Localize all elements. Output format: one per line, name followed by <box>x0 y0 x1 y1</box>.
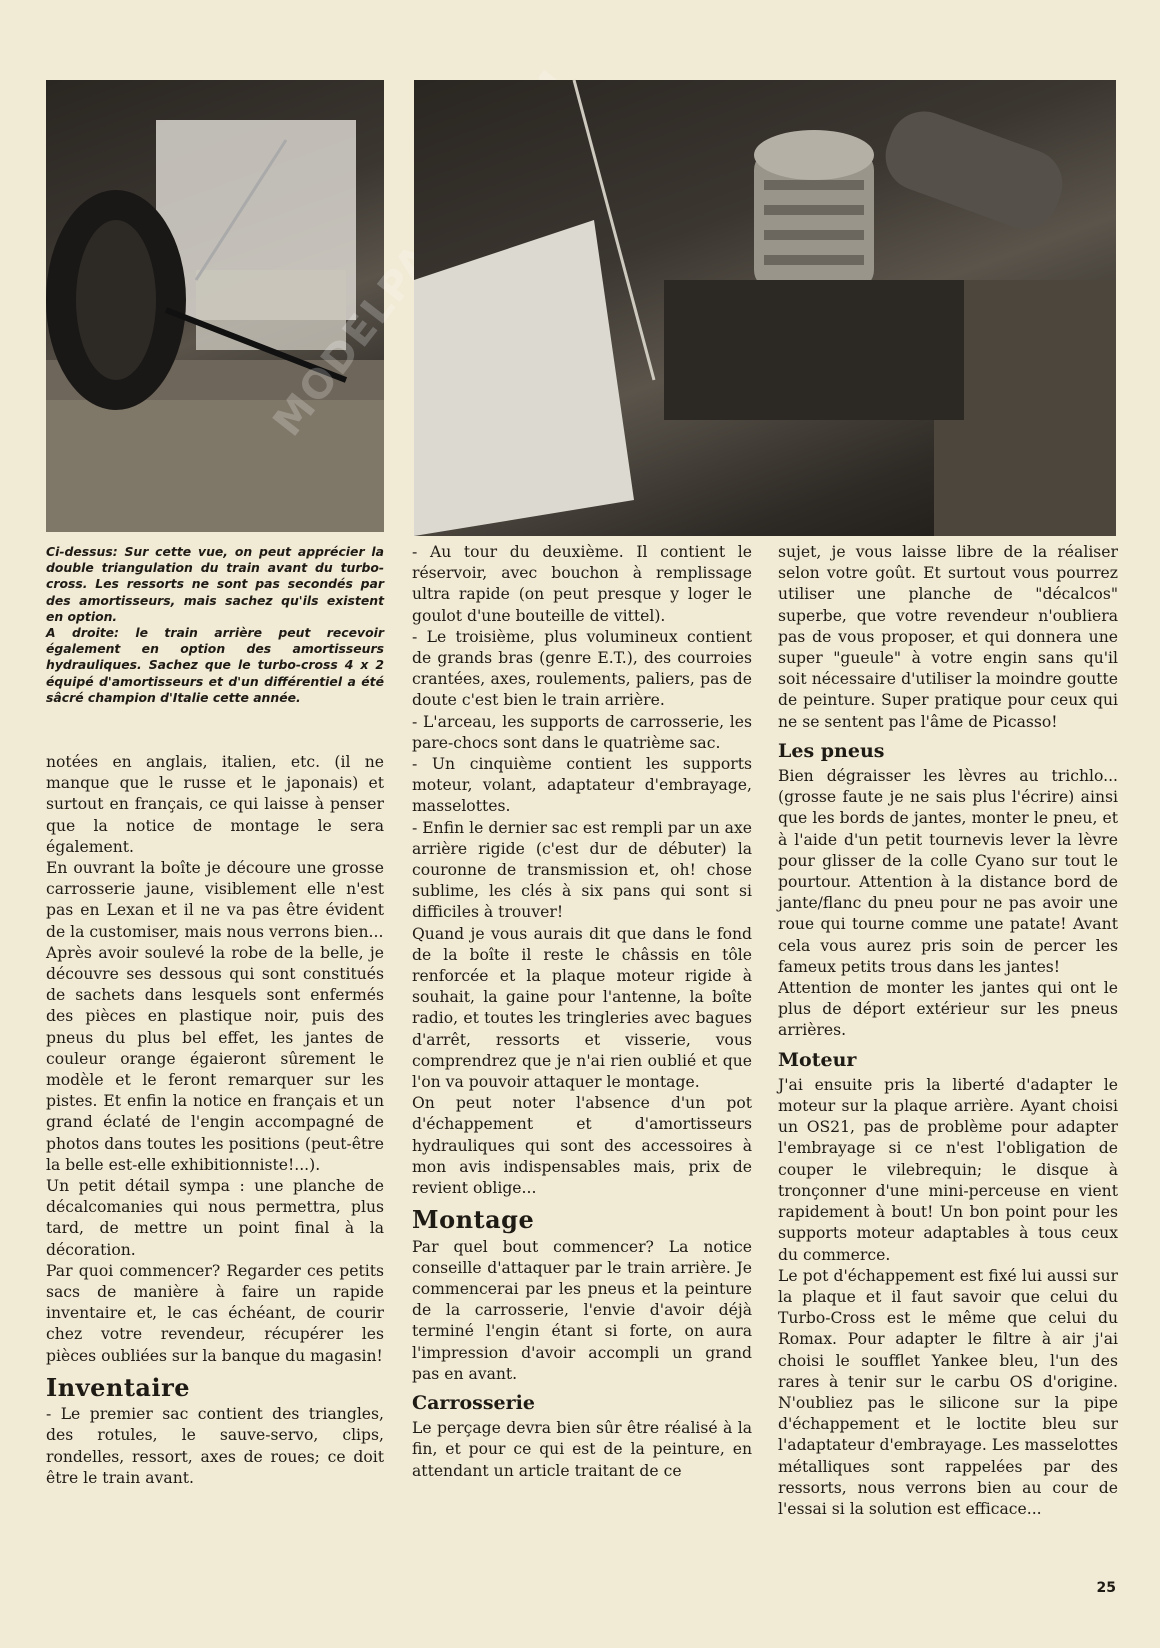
paragraph: sujet, je vous laisse libre de la réaliser selon votre goût. Et surtout vous pourrez utiliser une planche de "décalcos" superbe, que votre revendeur n'oubliera pas de vous proposer, et qui donnera une super "gueule" à votre engin sans qu'il soit nécessaire d'utiliser la moindre goutte de peinture. Super pratique pour ceux qui ne se sentent pas l'âme de Picasso! <box>778 543 1118 731</box>
paragraph: Après avoir soulevé la robe de la belle, je découvre ses dessous qui sont constitués de sachets dans lesquels sont enfermés des pièces en plastique noir, puis des pneus du plus bel effet, les jantes de couleur orange égaieront sûrement le modèle et le feront remarquer sur les pistes. Et enfin la notice en français et un grand éclaté de l'engin accompagné de photos dans toutes les positions (peut-être la belle est-elle exhibitionniste!...). <box>46 943 384 1174</box>
paragraph: - L'arceau, les supports de carrosserie, les pare-chocs sont dans le quatrième sac. <box>412 712 752 752</box>
paragraph: Bien dégraisser les lèvres au trichlo... (grosse faute je ne sais plus l'écrire) ainsi que les bords de jantes, monter le pneu, et à l'aide d'un petit tournevis lever la lèvre pour glisser de la colle Cyano sur tout le pourtour. Attention à la distance bord de jante/flanc du pneu pour ne pas avoir une roue qui tourne comme une patate! Avant cela vous aurez pris soin de percer les fameux petits trous dans les jantes! <box>778 767 1118 976</box>
heading-montage: Montage <box>412 1205 535 1235</box>
photo-front-suspension-art <box>46 80 384 532</box>
paragraph: - Enfin le dernier sac est rempli par un axe arrière rigide (c'est dur de débuter) la couronne de transmission et, oh! chose sublime, les clés à six pans qui sont si difficiles à trouver! <box>412 818 752 922</box>
paragraph: On peut noter l'absence d'un pot d'échappement et d'amortisseurs hydrauliques qui sont des accessoires à mon avis indispensables mais, prix de revient oblige... <box>412 1094 752 1198</box>
paragraph: Quand je vous aurais dit que dans le fond de la boîte il reste le châssis en tôle renforcée et la plaque moteur rigide à souhait, la gaine pour l'antenne, la boîte radio, et toutes les tringleries avec bagues d'arrêt, ressorts et visserie, vous comprendrez que je n'ai rien oublié et que l'on va pouvoir attaquer le montage. <box>412 924 752 1092</box>
paragraph: - Au tour du deuxième. Il contient le réservoir, avec bouchon à remplissage ultra rapide (on peut presque y loger le goulot d'une bouteille de vittel). <box>412 543 752 625</box>
paragraph: Par quel bout commencer? La notice conseille d'attaquer par le train arrière. Je commencerai par les pneus et la peinture de la carrosserie, l'envie d'avoir déjà terminé l'engin étant si forte, on aura l'impression d'avoir accompli un grand pas en avant. <box>412 1237 752 1383</box>
paragraph: - Le troisième, plus volumineux contient de grands bras (genre E.T.), des courroies crantées, axes, roulements, paliers, pas de doute c'est bien le train arrière. <box>412 627 752 710</box>
photo-rear-engine <box>414 80 1116 536</box>
caption-right: A droite: le train arrière peut recevoir également en option des amortisseurs hydrauliques. Sachez que le turbo-cross 4 x 2 équipé d'amortisseurs et d'un différentiel a été sâcré champion d'Italie cette année. <box>46 625 384 705</box>
paragraph: En ouvrant la boîte je découre une grosse carrosserie jaune, visiblement elle n'est pas en Lexan et il ne va pas être évident de la customiser, mais nous verrons bien... <box>46 859 384 941</box>
photo-caption <box>46 544 384 706</box>
article-column-1 <box>46 752 384 1489</box>
paragraph: notées en anglais, italien, etc. (il ne manque que le russe et le japonais) et surtout en français, ce qui laisse à penser que la notice de montage le sera également. <box>46 753 384 856</box>
paragraph: Par quoi commencer? Regarder ces petits sacs de manière à faire un rapide inventaire et, le cas échéant, de courir chez votre revendeur, récupérer les pièces oubliées sur la banque du magasin! <box>46 1261 384 1365</box>
paragraph: J'ai ensuite pris la liberté d'adapter le moteur sur la plaque arrière. Ayant choisi un OS21, pas de problème pour adapter l'embrayage si ce n'est l'obligation de couper le vilebrequin; le disque à tronçonner d'une mini-perceuse en vient rapidement à bout! Un bon point pour les supports moteur adaptables à tous ceux du commerce. <box>778 1075 1118 1264</box>
paragraph: Le pot d'échappement est fixé lui aussi sur la plaque et il faut savoir que celui du Turbo-Cross est le même que celui du Romax. Pour adapter le filtre à air j'ai choisi le soufflet Yankee bleu, l'un des rares à tenir sur le carbu OS d'origine. N'oubliez pas le silicone sur la pipe d'échappement et le loctite bleu sur l'adaptateur d'embrayage. Les masselottes métalliques sont rappelées par des ressorts, nous verrons bien au cour de l'essai si la solution est efficace... <box>778 1266 1118 1518</box>
heading-carrosserie: Carrosserie <box>412 1391 535 1414</box>
photo-front-suspension <box>46 80 384 532</box>
paragraph: - Le premier sac contient des triangles, des rotules, le sauve-servo, clips, rondelles, ressort, axes de roues; ce doit être le train avant. <box>46 1405 384 1487</box>
paragraph: Le perçage devra bien sûr être réalisé à la fin, et pour ce qui est de la peinture, en attendant un article traitant de ce <box>412 1419 752 1480</box>
article-column-2 <box>412 542 752 1482</box>
paragraph: Attention de monter les jantes qui ont le plus de déport extérieur sur les pneus arrières. <box>778 979 1118 1040</box>
heading-inventaire: Inventaire <box>46 1372 191 1402</box>
page-number: 25 <box>1096 1580 1116 1596</box>
photo-rear-engine-art <box>414 80 1116 536</box>
article-column-3 <box>778 542 1118 1520</box>
heading-les-pneus: Les pneus <box>778 739 885 762</box>
heading-moteur: Moteur <box>778 1048 857 1071</box>
paragraph: - Un cinquième contient les supports moteur, volant, adaptateur d'embrayage, masselottes. <box>412 755 752 816</box>
caption-above: Ci-dessus: Sur cette vue, on peut apprécier la double triangulation du train avant du turbo-cross. Les ressorts ne sont pas secondés par des amortisseurs, mais sachez qu'ils existent en option. <box>46 544 384 624</box>
paragraph: Un petit détail sympa : une planche de décalcomanies qui nous permettra, plus tard, de mettre un point final à la décoration. <box>46 1177 384 1259</box>
